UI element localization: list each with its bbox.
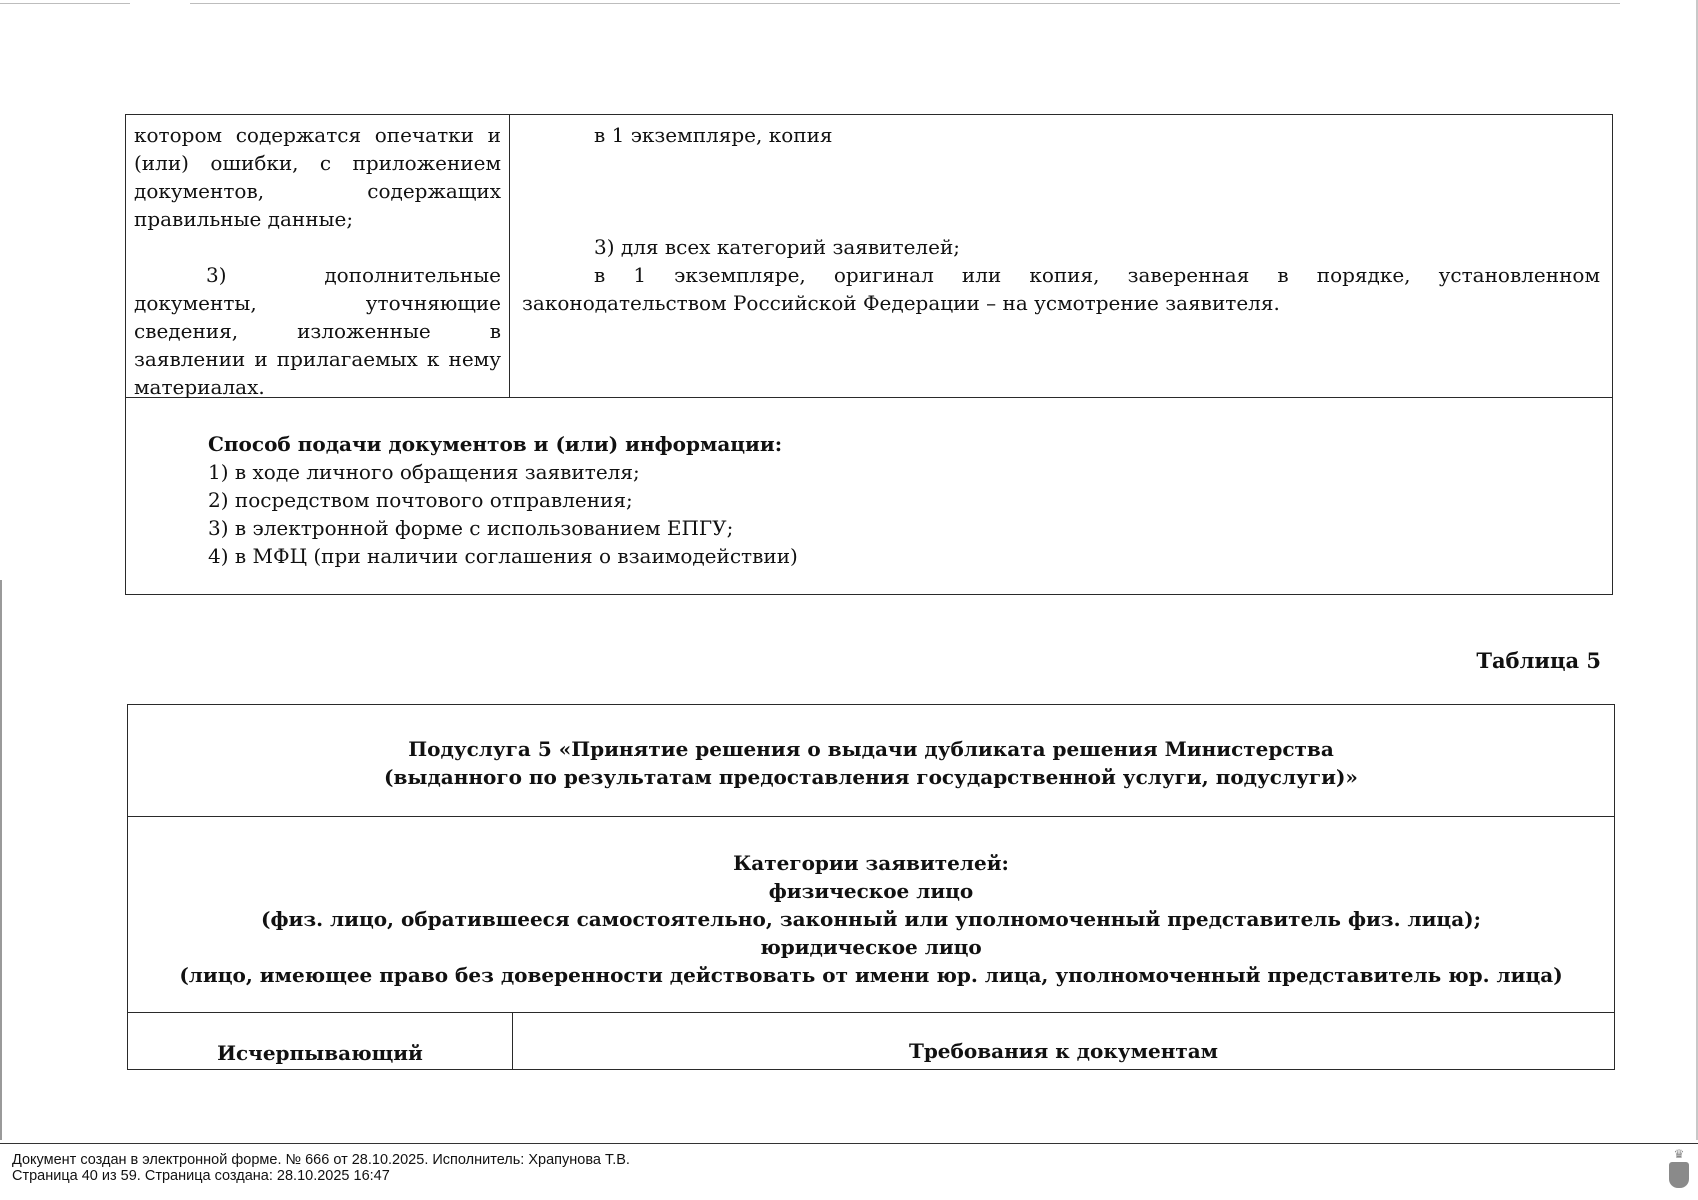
coat-of-arms-icon: ♛ — [1668, 1148, 1690, 1188]
column-header-exhaustive: Исчерпывающий — [128, 1013, 513, 1069]
category-line: юридическое лицо — [760, 935, 982, 959]
requirement-text: в 1 экземпляре, копия — [594, 123, 833, 147]
page-edge — [0, 580, 2, 1140]
subservice-5-table — [127, 704, 1615, 1070]
footer-line: Страница 40 из 59. Страница создана: 28.10.2025 16:47 — [12, 1168, 390, 1184]
documents-table-continued — [125, 114, 1613, 595]
categories-heading: Категории заявителей: — [733, 851, 1009, 875]
submission-methods-cell — [126, 398, 1612, 594]
subservice-title-cell — [128, 705, 1614, 817]
document-item-text: 3) дополнительные документы, уточняющие сведения, изложенные в заявлении и прилагаемых к нему материалах. — [134, 263, 501, 399]
submission-method-item: 1) в ходе личного обращения заявителя; — [208, 460, 640, 484]
column-header-requirements: Требования к документам — [908, 1039, 1219, 1063]
category-line: физическое лицо — [768, 879, 974, 903]
category-line: (физ. лицо, обратившееся самостоятельно, законный или уполномоченный представитель физ. лица); — [260, 907, 1482, 931]
column-header-row — [128, 1013, 1614, 1069]
scan-artifact-line — [190, 3, 1620, 4]
document-footer — [0, 1143, 1698, 1200]
scan-artifact-line — [0, 3, 130, 4]
submission-method-item: 3) в электронной форме с использованием ЕПГУ; — [208, 516, 734, 540]
document-item-text: котором содержатся опечатки и (или) ошибки, с приложением документов, содержащих правильные данные; — [134, 123, 501, 231]
subservice-title-line: Подуслуга 5 «Принятие решения о выдачи дубликата решения Министерства — [408, 737, 1334, 761]
documents-row — [126, 115, 1612, 398]
requirements-cell — [510, 115, 1612, 397]
submission-heading: Способ подачи документов и (или) информации: — [208, 432, 783, 456]
table-label: Таблица 5 — [1476, 648, 1601, 673]
applicant-categories-cell — [128, 817, 1614, 1013]
documents-list-cell — [126, 115, 510, 397]
footer-line: Документ создан в электронной форме. № 666 от 28.10.2025. Исполнитель: Храпунова Т.В. — [12, 1152, 630, 1168]
subservice-title-line: (выданного по результатам предоставления государственной услуги, подуслуги)» — [384, 765, 1358, 789]
category-line: (лицо, имеющее право без доверенности действовать от имени юр. лица, уполномоченный представитель юр. лица) — [179, 963, 1563, 987]
submission-method-item: 4) в МФЦ (при наличии соглашения о взаимодействии) — [208, 544, 798, 568]
requirement-text: 3) для всех категорий заявителей; — [594, 235, 961, 259]
requirement-text: в 1 экземпляре, оригинал или копия, заверенная в порядке, установленном законодательством Российской Федерации – на усмотрение заявителя. — [522, 263, 1600, 315]
submission-method-item: 2) посредством почтового отправления; — [208, 488, 633, 512]
